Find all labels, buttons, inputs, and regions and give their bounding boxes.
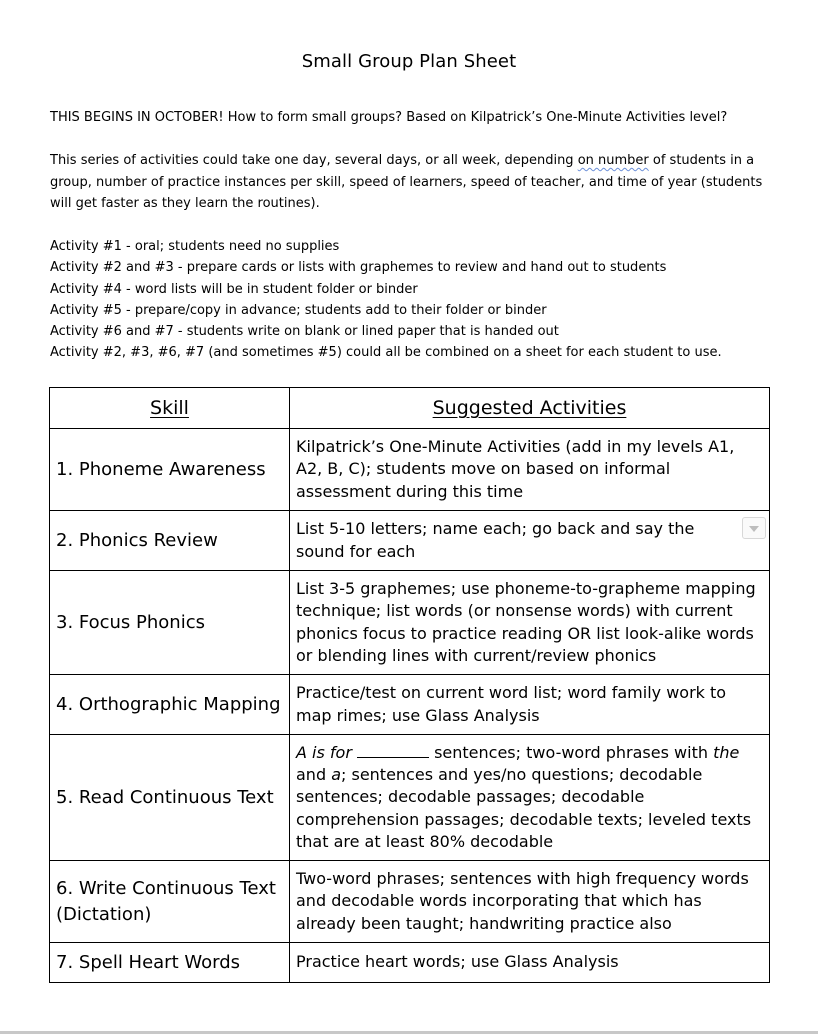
activity-cell <box>290 735 770 861</box>
series-text-start: This series of activities could take one day, several days, or all week, depending <box>50 153 578 168</box>
chevron-down-icon[interactable] <box>742 517 766 539</box>
activity-italic-text: a <box>331 765 341 785</box>
activity-cell: Practice heart words; use Glass Analysis <box>290 943 770 983</box>
skill-cell: 3. Focus Phonics <box>50 571 290 675</box>
activity-note: Activity #2, #3, #6, #7 (and sometimes #5) could all be combined on a sheet for each student to use. <box>50 345 722 361</box>
skill-cell: 2. Phonics Review <box>50 511 290 571</box>
intro-paragraph: THIS BEGINS IN OCTOBER! How to form small groups? Based on Kilpatrick’s One-Minute Activities level? <box>50 110 728 125</box>
page-title: Small Group Plan Sheet <box>301 51 517 72</box>
activity-italic-text: A is for <box>296 742 352 762</box>
table-header-row <box>50 388 770 429</box>
activity-note: Activity #4 - word lists will be in student folder or binder <box>50 281 418 297</box>
activity-note: Activity #6 and #7 - students write on blank or lined paper that is handed out <box>50 324 559 340</box>
activity-italic-text: the <box>713 742 740 762</box>
activity-note: Activity #5 - prepare/copy in advance; students add to their folder or binder <box>50 302 547 318</box>
spellcheck-flagged-text[interactable]: on number <box>577 153 649 168</box>
header-suggested-activities: Suggested Activities <box>290 388 770 429</box>
skill-cell: 6. Write Continuous Text (Dictation) <box>50 861 290 943</box>
plan-table <box>49 387 770 983</box>
activity-notes <box>50 236 770 364</box>
skill-cell: 7. Spell Heart Words <box>50 943 290 983</box>
activity-cell: Practice/test on current word list; word family work to map rimes; use Glass Analysis <box>290 675 770 735</box>
activity-cell: List 3-5 graphemes; use phoneme-to-grapheme mapping technique; list words (or nonsense words) with current phonics focus to practice reading OR list look-alike words or blending lines with current/review phonics <box>290 571 770 675</box>
activity-note: Activity #2 and #3 - prepare cards or lists with graphemes to review and hand out to students <box>50 260 667 276</box>
table-row <box>50 675 770 735</box>
skill-cell: 1. Phoneme Awareness <box>50 429 290 511</box>
series-paragraph <box>50 150 770 215</box>
table-row <box>50 429 770 511</box>
skill-cell: 4. Orthographic Mapping <box>50 675 290 735</box>
header-skill: Skill <box>50 388 290 429</box>
activity-text: and <box>296 765 332 785</box>
table-row <box>50 943 770 983</box>
table-row <box>50 571 770 675</box>
activity-text: sentences; two-word phrases with <box>429 742 714 762</box>
fill-in-blank <box>357 743 429 758</box>
series-text-end: of students in a group, number of practice instances per skill, speed of learners, speed of teacher, and time of year (students will get faster as they learn the routines). <box>50 153 763 211</box>
activity-text: List 5-10 letters; name each; go back and say the sound for each <box>296 519 695 561</box>
activity-text: ; sentences and yes/no questions; decodable sentences; decodable passages; decodable comprehension passages; decodable texts; leveled texts that are at least 80% decodable <box>296 765 752 851</box>
activity-cell <box>290 511 770 571</box>
activity-cell: Kilpatrick’s One-Minute Activities (add in my levels A1, A2, B, C); students move on based on informal assessment during this time <box>290 429 770 511</box>
table-row <box>50 735 770 861</box>
table-row <box>50 861 770 943</box>
table-row <box>50 511 770 571</box>
skill-cell: 5. Read Continuous Text <box>50 735 290 861</box>
activity-cell: Two-word phrases; sentences with high frequency words and decodable words incorporating that which has already been taught; handwriting practice also <box>290 861 770 943</box>
activity-note: Activity #1 - oral; students need no supplies <box>50 239 340 254</box>
